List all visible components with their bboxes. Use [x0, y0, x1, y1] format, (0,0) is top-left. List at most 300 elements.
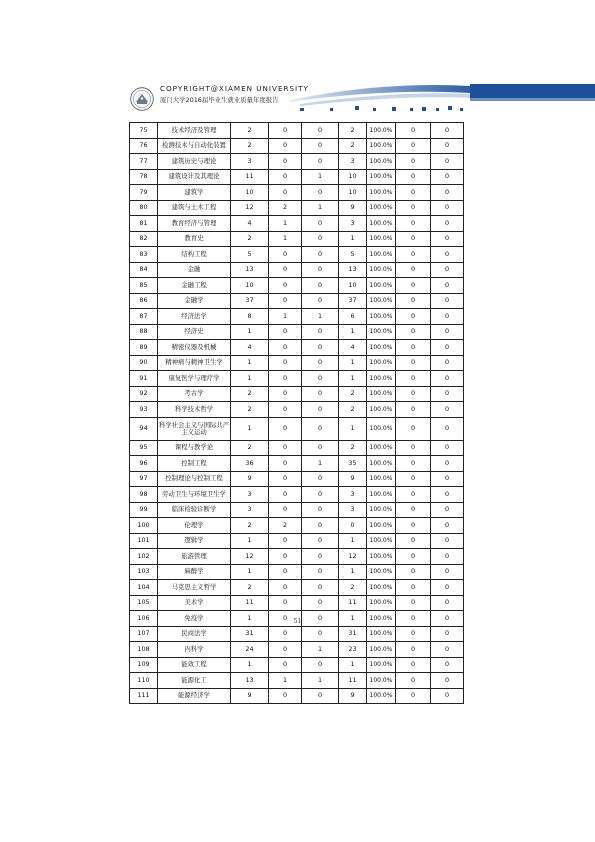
count-col-c-cell: 1	[339, 417, 367, 440]
count-col-b-cell: 0	[302, 355, 339, 371]
count-col-c-cell: 23	[339, 642, 367, 658]
major-name-cell: 康复医学与理疗学	[158, 371, 231, 387]
count-col-b-cell: 0	[302, 549, 339, 565]
count-col-e-cell: 0	[431, 402, 464, 418]
graduates-count-cell: 2	[231, 402, 269, 418]
rate-col-cell: 100.0%	[367, 309, 396, 325]
count-col-e-cell: 0	[431, 169, 464, 185]
row-index-cell: 108	[130, 642, 158, 658]
count-col-d-cell: 0	[396, 580, 431, 596]
major-name-cell: 技术经济及管理	[158, 123, 231, 139]
count-col-a-cell: 0	[269, 440, 302, 456]
count-col-b-cell: 1	[302, 169, 339, 185]
row-index-cell: 75	[130, 123, 158, 139]
count-col-c-cell: 3	[339, 502, 367, 518]
count-col-d-cell: 0	[396, 688, 431, 704]
major-name-cell: 伦理学	[158, 518, 231, 534]
count-col-b-cell: 0	[302, 417, 339, 440]
major-name-cell: 金融	[158, 262, 231, 278]
table-row	[130, 502, 464, 518]
major-name-cell: 结构工程	[158, 247, 231, 263]
count-col-c-cell: 2	[339, 402, 367, 418]
table-row	[130, 533, 464, 549]
rate-col-cell: 100.0%	[367, 688, 396, 704]
page-header	[0, 0, 595, 120]
graduates-count-cell: 4	[231, 216, 269, 232]
count-col-c-cell: 2	[339, 138, 367, 154]
major-name-cell: 能源化工	[158, 673, 231, 689]
table-row	[130, 216, 464, 232]
count-col-a-cell: 0	[269, 595, 302, 611]
rate-col-cell: 100.0%	[367, 355, 396, 371]
count-col-b-cell: 0	[302, 340, 339, 356]
count-col-e-cell: 0	[431, 185, 464, 201]
count-col-d-cell: 0	[396, 533, 431, 549]
count-col-d-cell: 0	[396, 216, 431, 232]
count-col-e-cell: 0	[431, 549, 464, 565]
graduates-count-cell: 8	[231, 309, 269, 325]
major-name-cell: 教育史	[158, 231, 231, 247]
count-col-a-cell: 0	[269, 657, 302, 673]
count-col-b-cell: 0	[302, 440, 339, 456]
major-name-cell: 建筑设计及其理论	[158, 169, 231, 185]
graduates-count-cell: 2	[231, 123, 269, 139]
row-index-cell: 86	[130, 293, 158, 309]
count-col-e-cell: 0	[431, 673, 464, 689]
row-index-cell: 96	[130, 456, 158, 472]
count-col-e-cell: 0	[431, 487, 464, 503]
row-index-cell: 110	[130, 673, 158, 689]
graduates-count-cell: 3	[231, 487, 269, 503]
rate-col-cell: 100.0%	[367, 657, 396, 673]
graduates-count-cell: 1	[231, 611, 269, 627]
graduates-count-cell: 1	[231, 324, 269, 340]
table-row	[130, 417, 464, 440]
row-index-cell: 93	[130, 402, 158, 418]
table-row	[130, 402, 464, 418]
major-name-cell: 课程与教学论	[158, 440, 231, 456]
count-col-a-cell: 0	[269, 688, 302, 704]
graduates-count-cell: 1	[231, 564, 269, 580]
count-col-d-cell: 0	[396, 371, 431, 387]
count-col-c-cell: 9	[339, 471, 367, 487]
major-name-cell: 麻醉学	[158, 564, 231, 580]
count-col-b-cell: 0	[302, 278, 339, 294]
row-index-cell: 100	[130, 518, 158, 534]
count-col-e-cell: 0	[431, 502, 464, 518]
rate-col-cell: 100.0%	[367, 564, 396, 580]
major-name-cell: 考古学	[158, 386, 231, 402]
count-col-e-cell: 0	[431, 440, 464, 456]
major-name-cell: 美术学	[158, 595, 231, 611]
graduates-count-cell: 1	[231, 533, 269, 549]
graduates-count-cell: 9	[231, 688, 269, 704]
count-col-b-cell: 1	[302, 673, 339, 689]
count-col-d-cell: 0	[396, 138, 431, 154]
major-name-cell: 免疫学	[158, 611, 231, 627]
count-col-c-cell: 2	[339, 123, 367, 139]
count-col-a-cell: 0	[269, 402, 302, 418]
graduates-count-cell: 10	[231, 278, 269, 294]
count-col-e-cell: 0	[431, 471, 464, 487]
major-name-cell: 经济史	[158, 324, 231, 340]
row-index-cell: 79	[130, 185, 158, 201]
graduates-count-cell: 4	[231, 340, 269, 356]
count-col-a-cell: 0	[269, 247, 302, 263]
count-col-a-cell: 0	[269, 611, 302, 627]
count-col-a-cell: 0	[269, 471, 302, 487]
count-col-d-cell: 0	[396, 355, 431, 371]
row-index-cell: 81	[130, 216, 158, 232]
count-col-a-cell: 0	[269, 564, 302, 580]
count-col-c-cell: 11	[339, 673, 367, 689]
rate-col-cell: 100.0%	[367, 417, 396, 440]
count-col-b-cell: 0	[302, 657, 339, 673]
count-col-b-cell: 0	[302, 626, 339, 642]
rate-col-cell: 100.0%	[367, 386, 396, 402]
major-name-cell: 建筑学	[158, 185, 231, 201]
count-col-a-cell: 0	[269, 642, 302, 658]
count-col-a-cell: 0	[269, 185, 302, 201]
table-row	[130, 657, 464, 673]
count-col-b-cell: 0	[302, 688, 339, 704]
table-row	[130, 688, 464, 704]
count-col-c-cell: 10	[339, 278, 367, 294]
count-col-c-cell: 4	[339, 340, 367, 356]
graduates-count-cell: 31	[231, 626, 269, 642]
major-name-cell: 科学社会主义与国际共产主义运动	[158, 417, 231, 440]
count-col-a-cell: 2	[269, 200, 302, 216]
count-col-e-cell: 0	[431, 642, 464, 658]
count-col-b-cell: 0	[302, 487, 339, 503]
graduates-count-cell: 2	[231, 580, 269, 596]
count-col-b-cell: 0	[302, 324, 339, 340]
count-col-d-cell: 0	[396, 564, 431, 580]
count-col-d-cell: 0	[396, 657, 431, 673]
graduates-count-cell: 2	[231, 231, 269, 247]
graduates-count-cell: 2	[231, 518, 269, 534]
count-col-d-cell: 0	[396, 247, 431, 263]
employment-stats-table-wrapper	[129, 122, 464, 704]
count-col-a-cell: 0	[269, 456, 302, 472]
row-index-cell: 109	[130, 657, 158, 673]
table-row	[130, 231, 464, 247]
count-col-b-cell: 0	[302, 293, 339, 309]
graduates-count-cell: 10	[231, 185, 269, 201]
row-index-cell: 105	[130, 595, 158, 611]
count-col-a-cell: 0	[269, 138, 302, 154]
count-col-c-cell: 3	[339, 154, 367, 170]
table-row	[130, 580, 464, 596]
count-col-b-cell: 0	[302, 138, 339, 154]
count-col-e-cell: 0	[431, 580, 464, 596]
rate-col-cell: 100.0%	[367, 293, 396, 309]
count-col-a-cell: 1	[269, 309, 302, 325]
rate-col-cell: 100.0%	[367, 533, 396, 549]
row-index-cell: 80	[130, 200, 158, 216]
count-col-b-cell: 1	[302, 456, 339, 472]
count-col-b-cell: 0	[302, 564, 339, 580]
count-col-b-cell: 0	[302, 580, 339, 596]
copyright-text: COPYRIGHT@XIAMEN UNIVERSITY	[160, 84, 309, 93]
table-row	[130, 200, 464, 216]
count-col-a-cell: 0	[269, 549, 302, 565]
table-row	[130, 278, 464, 294]
table-row	[130, 518, 464, 534]
count-col-e-cell: 0	[431, 262, 464, 278]
count-col-d-cell: 0	[396, 518, 431, 534]
count-col-c-cell: 1	[339, 611, 367, 627]
count-col-a-cell: 0	[269, 293, 302, 309]
rate-col-cell: 100.0%	[367, 626, 396, 642]
graduates-count-cell: 2	[231, 386, 269, 402]
count-col-b-cell: 0	[302, 533, 339, 549]
count-col-e-cell: 0	[431, 417, 464, 440]
count-col-b-cell: 0	[302, 402, 339, 418]
major-name-cell: 控制工程	[158, 456, 231, 472]
graduates-count-cell: 9	[231, 471, 269, 487]
row-index-cell: 90	[130, 355, 158, 371]
count-col-c-cell: 31	[339, 626, 367, 642]
table-row	[130, 456, 464, 472]
graduates-count-cell: 5	[231, 247, 269, 263]
count-col-c-cell: 9	[339, 200, 367, 216]
count-col-d-cell: 0	[396, 456, 431, 472]
major-name-cell: 内科学	[158, 642, 231, 658]
row-index-cell: 106	[130, 611, 158, 627]
rate-col-cell: 100.0%	[367, 518, 396, 534]
report-subtitle: 厦门大学2016届毕业生就业质量年度报告	[160, 96, 279, 104]
count-col-d-cell: 0	[396, 487, 431, 503]
major-name-cell: 民商法学	[158, 626, 231, 642]
row-index-cell: 85	[130, 278, 158, 294]
count-col-d-cell: 0	[396, 417, 431, 440]
count-col-b-cell: 0	[302, 471, 339, 487]
count-col-b-cell: 1	[302, 309, 339, 325]
count-col-d-cell: 0	[396, 231, 431, 247]
count-col-a-cell: 0	[269, 324, 302, 340]
count-col-c-cell: 2	[339, 580, 367, 596]
row-index-cell: 92	[130, 386, 158, 402]
row-index-cell: 82	[130, 231, 158, 247]
table-row	[130, 154, 464, 170]
graduates-count-cell: 1	[231, 657, 269, 673]
count-col-e-cell: 0	[431, 355, 464, 371]
count-col-b-cell: 1	[302, 642, 339, 658]
table-row	[130, 642, 464, 658]
count-col-e-cell: 0	[431, 293, 464, 309]
count-col-e-cell: 0	[431, 138, 464, 154]
employment-stats-table	[129, 122, 464, 704]
count-col-d-cell: 0	[396, 324, 431, 340]
rate-col-cell: 100.0%	[367, 200, 396, 216]
count-col-b-cell: 0	[302, 611, 339, 627]
count-col-d-cell: 0	[396, 642, 431, 658]
major-name-cell: 精密仪器及机械	[158, 340, 231, 356]
count-col-d-cell: 0	[396, 386, 431, 402]
major-name-cell: 马克思主义哲学	[158, 580, 231, 596]
count-col-d-cell: 0	[396, 611, 431, 627]
table-row	[130, 309, 464, 325]
table-body	[130, 123, 464, 704]
graduates-count-cell: 13	[231, 262, 269, 278]
graduates-count-cell: 11	[231, 595, 269, 611]
major-name-cell: 控制理论与控制工程	[158, 471, 231, 487]
graduates-count-cell: 12	[231, 549, 269, 565]
rate-col-cell: 100.0%	[367, 487, 396, 503]
table-row	[130, 595, 464, 611]
count-col-d-cell: 0	[396, 402, 431, 418]
table-row	[130, 371, 464, 387]
row-index-cell: 99	[130, 502, 158, 518]
count-col-b-cell: 0	[302, 371, 339, 387]
rate-col-cell: 100.0%	[367, 456, 396, 472]
rate-col-cell: 100.0%	[367, 138, 396, 154]
row-index-cell: 101	[130, 533, 158, 549]
count-col-d-cell: 0	[396, 626, 431, 642]
table-row	[130, 549, 464, 565]
rate-col-cell: 100.0%	[367, 231, 396, 247]
count-col-c-cell: 10	[339, 169, 367, 185]
count-col-d-cell: 0	[396, 123, 431, 139]
row-index-cell: 98	[130, 487, 158, 503]
count-col-a-cell: 0	[269, 533, 302, 549]
graduates-count-cell: 12	[231, 200, 269, 216]
header-decoration	[0, 80, 595, 116]
major-name-cell: 建筑历史与理论	[158, 154, 231, 170]
count-col-c-cell: 13	[339, 262, 367, 278]
count-col-e-cell: 0	[431, 309, 464, 325]
graduates-count-cell: 3	[231, 154, 269, 170]
count-col-a-cell: 0	[269, 123, 302, 139]
table-row	[130, 185, 464, 201]
count-col-a-cell: 0	[269, 154, 302, 170]
count-col-b-cell: 0	[302, 502, 339, 518]
major-name-cell: 劳动卫生与环境卫生学	[158, 487, 231, 503]
count-col-a-cell: 0	[269, 169, 302, 185]
table-row	[130, 324, 464, 340]
count-col-c-cell: 35	[339, 456, 367, 472]
count-col-e-cell: 0	[431, 340, 464, 356]
rate-col-cell: 100.0%	[367, 247, 396, 263]
count-col-d-cell: 0	[396, 262, 431, 278]
count-col-c-cell: 11	[339, 595, 367, 611]
count-col-a-cell: 2	[269, 518, 302, 534]
count-col-d-cell: 0	[396, 309, 431, 325]
rate-col-cell: 100.0%	[367, 595, 396, 611]
count-col-d-cell: 0	[396, 340, 431, 356]
count-col-e-cell: 0	[431, 231, 464, 247]
graduates-count-cell: 1	[231, 371, 269, 387]
count-col-c-cell: 5	[339, 247, 367, 263]
graduates-count-cell: 2	[231, 138, 269, 154]
rate-col-cell: 100.0%	[367, 471, 396, 487]
rate-col-cell: 100.0%	[367, 549, 396, 565]
row-index-cell: 94	[130, 417, 158, 440]
major-name-cell: 科学技术哲学	[158, 402, 231, 418]
count-col-a-cell: 1	[269, 673, 302, 689]
row-index-cell: 102	[130, 549, 158, 565]
count-col-d-cell: 0	[396, 154, 431, 170]
count-col-d-cell: 0	[396, 293, 431, 309]
graduates-count-cell: 2	[231, 440, 269, 456]
major-name-cell: 能源经济学	[158, 688, 231, 704]
count-col-d-cell: 0	[396, 200, 431, 216]
count-col-a-cell: 0	[269, 626, 302, 642]
count-col-d-cell: 0	[396, 673, 431, 689]
count-col-a-cell: 0	[269, 278, 302, 294]
rate-col-cell: 100.0%	[367, 185, 396, 201]
count-col-e-cell: 0	[431, 595, 464, 611]
row-index-cell: 83	[130, 247, 158, 263]
graduates-count-cell: 36	[231, 456, 269, 472]
table-row	[130, 262, 464, 278]
count-col-a-cell: 0	[269, 340, 302, 356]
graduates-count-cell: 1	[231, 355, 269, 371]
count-col-a-cell: 0	[269, 386, 302, 402]
rate-col-cell: 100.0%	[367, 169, 396, 185]
count-col-b-cell: 0	[302, 123, 339, 139]
rate-col-cell: 100.0%	[367, 642, 396, 658]
table-row	[130, 123, 464, 139]
count-col-a-cell: 0	[269, 417, 302, 440]
count-col-c-cell: 1	[339, 657, 367, 673]
row-index-cell: 88	[130, 324, 158, 340]
major-name-cell: 建筑与土木工程	[158, 200, 231, 216]
count-col-e-cell: 0	[431, 386, 464, 402]
table-row	[130, 487, 464, 503]
table-row	[130, 626, 464, 642]
row-index-cell: 78	[130, 169, 158, 185]
count-col-b-cell: 0	[302, 247, 339, 263]
page-number: 51	[293, 618, 302, 625]
major-name-cell: 能效工程	[158, 657, 231, 673]
count-col-d-cell: 0	[396, 169, 431, 185]
graduates-count-cell: 37	[231, 293, 269, 309]
table-row	[130, 340, 464, 356]
rate-col-cell: 100.0%	[367, 123, 396, 139]
count-col-c-cell: 1	[339, 355, 367, 371]
rate-col-cell: 100.0%	[367, 502, 396, 518]
count-col-a-cell: 1	[269, 216, 302, 232]
major-name-cell: 金融学	[158, 293, 231, 309]
major-name-cell: 旅游管理	[158, 549, 231, 565]
graduates-count-cell: 3	[231, 502, 269, 518]
table-row	[130, 440, 464, 456]
count-col-e-cell: 0	[431, 564, 464, 580]
table-row	[130, 386, 464, 402]
graduates-count-cell: 13	[231, 673, 269, 689]
row-index-cell: 104	[130, 580, 158, 596]
count-col-a-cell: 0	[269, 262, 302, 278]
count-col-d-cell: 0	[396, 471, 431, 487]
table-row	[130, 169, 464, 185]
row-index-cell: 89	[130, 340, 158, 356]
count-col-c-cell: 1	[339, 231, 367, 247]
count-col-e-cell: 0	[431, 247, 464, 263]
count-col-c-cell: 9	[339, 688, 367, 704]
major-name-cell: 金融工程	[158, 278, 231, 294]
count-col-c-cell: 2	[339, 386, 367, 402]
rate-col-cell: 100.0%	[367, 340, 396, 356]
rate-col-cell: 100.0%	[367, 262, 396, 278]
count-col-c-cell: 37	[339, 293, 367, 309]
row-index-cell: 107	[130, 626, 158, 642]
count-col-b-cell: 0	[302, 386, 339, 402]
count-col-c-cell: 0	[339, 518, 367, 534]
count-col-e-cell: 0	[431, 611, 464, 627]
count-col-a-cell: 1	[269, 231, 302, 247]
